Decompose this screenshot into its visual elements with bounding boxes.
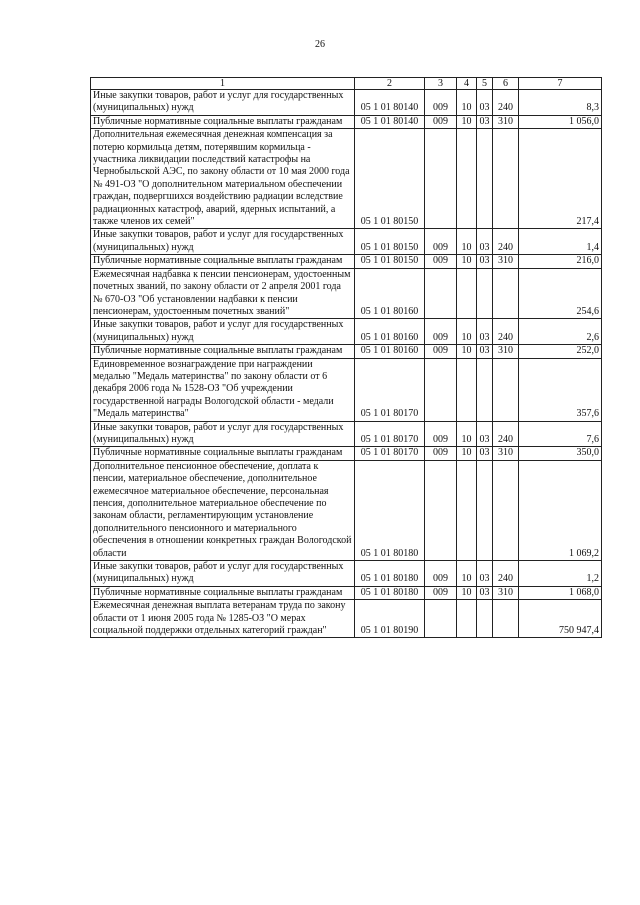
row-code-cell: 05 1 01 80140	[355, 90, 425, 116]
table-header-row	[91, 78, 602, 90]
row-code-cell: 05 1 01 80180	[355, 586, 425, 599]
row-subsection-cell: 03	[477, 229, 493, 255]
row-section-cell: 10	[457, 255, 477, 268]
row-amount-cell: 252,0	[519, 345, 602, 358]
row-name-cell: Иные закупки товаров, работ и услуг для государственных (муниципальных) нужд	[91, 319, 355, 345]
row-amount-cell: 254,6	[519, 268, 602, 319]
row-grbs-cell: 009	[425, 561, 457, 587]
table-row	[91, 255, 602, 268]
row-expense-type-cell: 240	[493, 229, 519, 255]
row-amount-cell: 217,4	[519, 129, 602, 229]
row-name-cell: Единовременное вознаграждение при награждении медалью "Медаль материнства" по закону области от 6 декабря 2006 года № 1528-ОЗ "Об учреждении государственной награды Вологодской области - медали "Медаль материнства"	[91, 358, 355, 421]
row-expense-type-cell: 310	[493, 255, 519, 268]
header-col-4: 4	[457, 78, 477, 90]
row-expense-type-cell	[493, 268, 519, 319]
table-row	[91, 586, 602, 599]
row-grbs-cell: 009	[425, 319, 457, 345]
row-subsection-cell	[477, 460, 493, 560]
header-col-5: 5	[477, 78, 493, 90]
row-amount-cell: 8,3	[519, 90, 602, 116]
row-subsection-cell	[477, 268, 493, 319]
table-row	[91, 421, 602, 447]
row-grbs-cell: 009	[425, 115, 457, 128]
row-expense-type-cell: 310	[493, 447, 519, 460]
row-code-cell: 05 1 01 80160	[355, 345, 425, 358]
row-grbs-cell: 009	[425, 90, 457, 116]
table-row	[91, 129, 602, 229]
row-subsection-cell	[477, 600, 493, 638]
row-section-cell: 10	[457, 561, 477, 587]
row-section-cell: 10	[457, 229, 477, 255]
row-grbs-cell	[425, 460, 457, 560]
header-col-6: 6	[493, 78, 519, 90]
table-body	[91, 78, 602, 638]
row-name-cell: Иные закупки товаров, работ и услуг для государственных (муниципальных) нужд	[91, 90, 355, 116]
row-expense-type-cell: 240	[493, 561, 519, 587]
row-amount-cell: 216,0	[519, 255, 602, 268]
header-col-3: 3	[425, 78, 457, 90]
table-row	[91, 600, 602, 638]
row-name-cell: Ежемесячная надбавка к пенсии пенсионерам, удостоенным почетных званий, по закону области от 2 апреля 2001 года № 670-ОЗ "Об установлении надбавки к пенсии пенсионерам, удостоенным почетных званий"	[91, 268, 355, 319]
table-row	[91, 268, 602, 319]
table-row	[91, 358, 602, 421]
row-amount-cell: 1 069,2	[519, 460, 602, 560]
row-amount-cell: 750 947,4	[519, 600, 602, 638]
table-row	[91, 460, 602, 560]
row-amount-cell: 357,6	[519, 358, 602, 421]
row-code-cell: 05 1 01 80170	[355, 447, 425, 460]
row-subsection-cell: 03	[477, 421, 493, 447]
row-code-cell: 05 1 01 80140	[355, 115, 425, 128]
row-name-cell: Публичные нормативные социальные выплаты гражданам	[91, 586, 355, 599]
row-name-cell: Ежемесячная денежная выплата ветеранам труда по закону области от 1 июня 2005 года № 1285-ОЗ "О мерах социальной поддержки отдельных категорий граждан"	[91, 600, 355, 638]
header-col-7: 7	[519, 78, 602, 90]
row-expense-type-cell: 240	[493, 90, 519, 116]
row-grbs-cell	[425, 268, 457, 319]
row-section-cell: 10	[457, 447, 477, 460]
row-subsection-cell: 03	[477, 90, 493, 116]
row-subsection-cell: 03	[477, 447, 493, 460]
row-code-cell: 05 1 01 80160	[355, 268, 425, 319]
row-expense-type-cell: 310	[493, 345, 519, 358]
header-col-1: 1	[91, 78, 355, 90]
row-section-cell: 10	[457, 421, 477, 447]
row-code-cell: 05 1 01 80180	[355, 460, 425, 560]
row-amount-cell: 2,6	[519, 319, 602, 345]
row-name-cell: Публичные нормативные социальные выплаты гражданам	[91, 255, 355, 268]
row-name-cell: Публичные нормативные социальные выплаты гражданам	[91, 447, 355, 460]
row-expense-type-cell: 240	[493, 319, 519, 345]
row-name-cell: Дополнительное пенсионное обеспечение, доплата к пенсии, материальное обеспечение, дополнительное ежемесячное материальное обеспечение, персональная пенсия, дополнительное материальное обеспечение по законам области, регламентирующим установление дополнительного пенсионного и материального обеспечения в отношении конкретных граждан Вологодской области	[91, 460, 355, 560]
budget-table	[90, 77, 602, 638]
row-subsection-cell: 03	[477, 319, 493, 345]
row-name-cell: Иные закупки товаров, работ и услуг для государственных (муниципальных) нужд	[91, 561, 355, 587]
row-section-cell: 10	[457, 345, 477, 358]
row-code-cell: 05 1 01 80180	[355, 561, 425, 587]
table-row	[91, 319, 602, 345]
row-section-cell	[457, 358, 477, 421]
row-name-cell: Публичные нормативные социальные выплаты гражданам	[91, 345, 355, 358]
row-expense-type-cell: 240	[493, 421, 519, 447]
row-grbs-cell	[425, 129, 457, 229]
row-subsection-cell	[477, 129, 493, 229]
row-section-cell: 10	[457, 586, 477, 599]
row-code-cell: 05 1 01 80170	[355, 358, 425, 421]
row-amount-cell: 1,2	[519, 561, 602, 587]
row-grbs-cell: 009	[425, 255, 457, 268]
row-subsection-cell	[477, 358, 493, 421]
row-code-cell: 05 1 01 80150	[355, 229, 425, 255]
row-name-cell: Публичные нормативные социальные выплаты гражданам	[91, 115, 355, 128]
row-code-cell: 05 1 01 80190	[355, 600, 425, 638]
row-subsection-cell: 03	[477, 586, 493, 599]
row-grbs-cell: 009	[425, 345, 457, 358]
row-grbs-cell: 009	[425, 229, 457, 255]
row-amount-cell: 7,6	[519, 421, 602, 447]
row-section-cell	[457, 460, 477, 560]
table-row	[91, 561, 602, 587]
row-code-cell: 05 1 01 80150	[355, 129, 425, 229]
table-row	[91, 447, 602, 460]
row-grbs-cell: 009	[425, 586, 457, 599]
row-grbs-cell	[425, 600, 457, 638]
row-section-cell	[457, 600, 477, 638]
row-expense-type-cell	[493, 460, 519, 560]
row-grbs-cell	[425, 358, 457, 421]
row-expense-type-cell: 310	[493, 115, 519, 128]
row-expense-type-cell	[493, 600, 519, 638]
row-amount-cell: 350,0	[519, 447, 602, 460]
row-subsection-cell: 03	[477, 561, 493, 587]
row-section-cell: 10	[457, 319, 477, 345]
row-section-cell	[457, 268, 477, 319]
row-grbs-cell: 009	[425, 447, 457, 460]
table-row	[91, 229, 602, 255]
row-name-cell: Дополнительная ежемесячная денежная компенсация за потерю кормильца детям, потерявшим кормильца - участника ликвидации последствий катастрофы на Чернобыльской АЭС, по закону области от 10 мая 2000 года № 491-ОЗ "О дополнительном материальном обеспечении граждан, подвергшихся воздействию радиации вследствие радиационных катастроф, аварий, ядерных испытаний, а также членов их семей"	[91, 129, 355, 229]
row-section-cell: 10	[457, 115, 477, 128]
row-name-cell: Иные закупки товаров, работ и услуг для государственных (муниципальных) нужд	[91, 421, 355, 447]
table-row	[91, 90, 602, 116]
row-subsection-cell: 03	[477, 345, 493, 358]
row-section-cell	[457, 129, 477, 229]
table-row	[91, 345, 602, 358]
row-code-cell: 05 1 01 80170	[355, 421, 425, 447]
page-number: 26	[315, 39, 325, 50]
row-name-cell: Иные закупки товаров, работ и услуг для государственных (муниципальных) нужд	[91, 229, 355, 255]
header-col-2: 2	[355, 78, 425, 90]
row-amount-cell: 1 068,0	[519, 586, 602, 599]
row-amount-cell: 1 056,0	[519, 115, 602, 128]
row-code-cell: 05 1 01 80160	[355, 319, 425, 345]
row-subsection-cell: 03	[477, 115, 493, 128]
row-amount-cell: 1,4	[519, 229, 602, 255]
row-grbs-cell: 009	[425, 421, 457, 447]
row-subsection-cell: 03	[477, 255, 493, 268]
table-row	[91, 115, 602, 128]
row-section-cell: 10	[457, 90, 477, 116]
row-expense-type-cell	[493, 358, 519, 421]
row-expense-type-cell: 310	[493, 586, 519, 599]
row-code-cell: 05 1 01 80150	[355, 255, 425, 268]
row-expense-type-cell	[493, 129, 519, 229]
